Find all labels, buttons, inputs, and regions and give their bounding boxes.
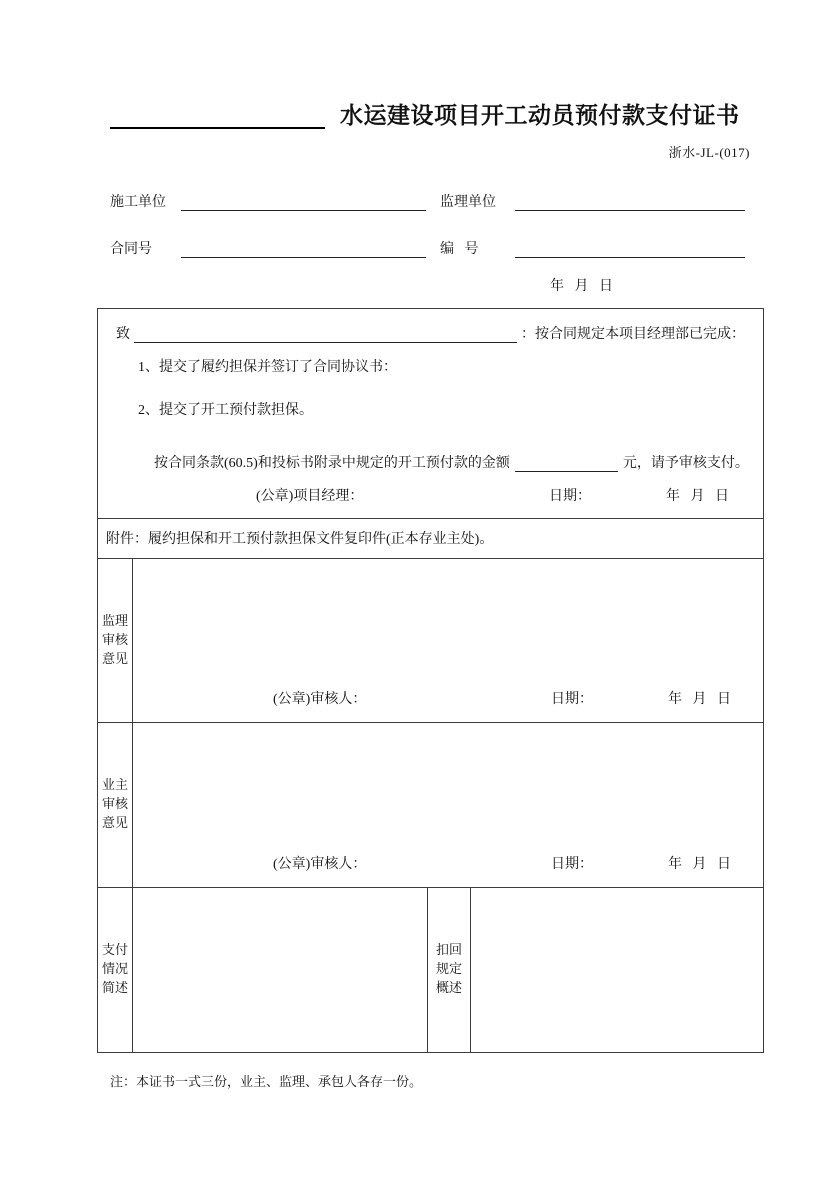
- certificate-table: [97, 308, 764, 1053]
- serial-no-label: 编 号: [440, 241, 479, 257]
- owner-date-label: 日期：: [551, 856, 593, 872]
- supervisor-review-content: [133, 559, 763, 722]
- completed-item-2: 2、提交了开工预付款担保。: [138, 402, 313, 418]
- supervisor-review-row: [98, 559, 763, 723]
- attachment-row: [98, 519, 763, 559]
- date-label: 日期：: [549, 488, 591, 504]
- owner-review-area[interactable]: [133, 723, 763, 854]
- supervisor-review-label-cell: [98, 559, 133, 722]
- supervisor-date-group: [551, 688, 731, 708]
- supervisor-review-label: 监理审核意见: [102, 612, 129, 666]
- construction-unit-label: 施工单位: [110, 194, 166, 210]
- payment-summary-label: 支付情况简述: [102, 942, 129, 996]
- form-code: 浙水-JL-(017): [668, 144, 750, 160]
- header: [0, 0, 838, 130]
- owner-seal-label: (公章)审核人：: [273, 856, 367, 872]
- contract-no-input[interactable]: [181, 242, 426, 258]
- footer-note: 注：本证书一式三份，业主、监理、承包人各存一份。: [110, 1073, 423, 1089]
- supervisor-ymd-blanks: 年 月 日: [668, 691, 731, 707]
- deduction-summary-area[interactable]: [471, 888, 763, 1052]
- contract-no-label: 合同号: [110, 241, 152, 257]
- request-section: [98, 309, 763, 519]
- supervision-unit-input[interactable]: [515, 195, 745, 211]
- field-row-units: [110, 194, 745, 211]
- deduction-label-cell: [428, 888, 471, 1052]
- owner-review-content: [133, 723, 763, 887]
- to-recipient-input[interactable]: [134, 326, 517, 343]
- payment-summary-area[interactable]: [133, 888, 428, 1052]
- owner-review-label: 业主审核意见: [102, 777, 129, 831]
- payment-summary-label-cell: [98, 888, 133, 1052]
- supervisor-review-area[interactable]: [133, 559, 763, 689]
- page-title: 水运建设项目开工动员预付款支付证书: [340, 103, 740, 128]
- to-label: 致: [116, 326, 130, 342]
- deduction-label: 扣回规定概述: [436, 942, 463, 996]
- signature-date-group: [549, 485, 729, 505]
- header-fields: [110, 194, 745, 292]
- serial-no-input[interactable]: [515, 242, 745, 258]
- payment-row: [98, 888, 763, 1052]
- to-suffix: ：按合同规定本项目经理部已完成：: [521, 326, 745, 342]
- attachment-note: 附件：履约担保和开工预付款担保文件复印件(正本存业主处)。: [106, 532, 494, 548]
- amount-prefix: 按合同条款(60.5)和投标书附录中规定的开工预付款的金额: [154, 455, 510, 471]
- construction-unit-input[interactable]: [181, 195, 426, 211]
- project-manager-signature-line: [98, 486, 763, 505]
- supervisor-signature-line: [133, 689, 763, 708]
- owner-date-group: [551, 853, 731, 873]
- ymd-blanks: 年 月 日: [666, 488, 729, 504]
- amount-input[interactable]: [515, 455, 618, 472]
- owner-review-row: [98, 723, 763, 888]
- field-row-numbers: [110, 241, 745, 258]
- amount-line: [154, 453, 749, 472]
- to-line: [116, 324, 745, 343]
- project-manager-seal-label: (公章)项目经理：: [256, 488, 364, 504]
- owner-ymd-blanks: 年 月 日: [668, 856, 731, 872]
- supervisor-date-label: 日期：: [551, 691, 593, 707]
- header-date-line: 年 月 日: [550, 278, 613, 294]
- supervision-unit-label: 监理单位: [440, 194, 496, 210]
- owner-signature-line: [133, 854, 763, 873]
- supervisor-seal-label: (公章)审核人：: [273, 691, 367, 707]
- amount-suffix: 元，请予审核支付。: [622, 455, 749, 471]
- owner-review-label-cell: [98, 723, 133, 887]
- completed-item-1: 1、提交了履约担保并签订了合同协议书：: [138, 359, 397, 375]
- title-blank-line[interactable]: [110, 105, 325, 129]
